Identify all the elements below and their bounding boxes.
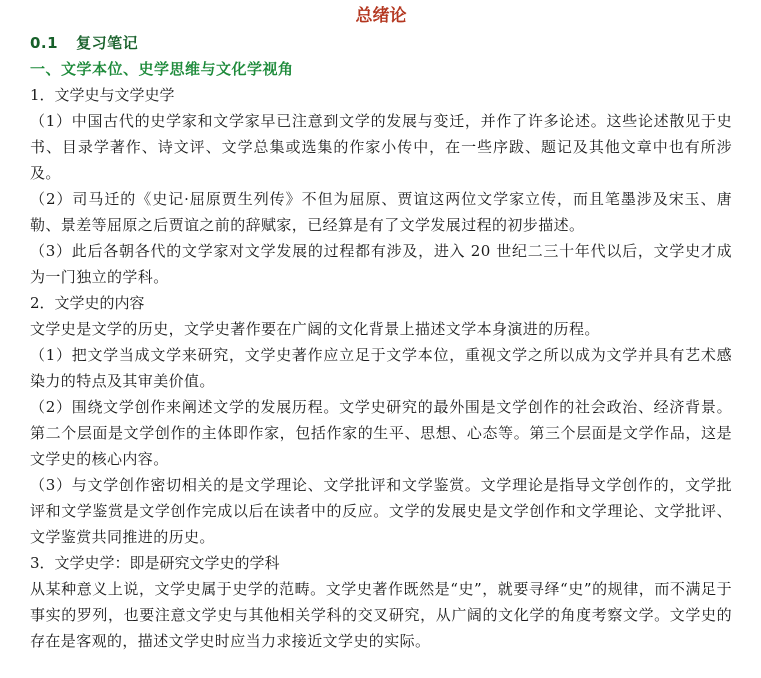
paragraph: （3）与文学创作密切相关的是文学理论、文学批评和文学鉴赏。文学理论是指导文学创作的，文学批评和文学鉴赏是文学创作完成以后在读者中的反应。文学的发展史是文学创作和文学理论、文学批评、文学鉴赏共同推进的历史。 xyxy=(30,476,732,546)
paragraph: （2）围绕文学创作来阐述文学的发展历程。文学史研究的最外围是文学创作的社会政治、经济背景。第二个层面是文学创作的主体即作家，包括作家的生平、思想、心态等。第三个层面是文学作品，这是文学史的核心内容。 xyxy=(30,398,732,468)
item-literary-history-content xyxy=(30,290,732,550)
item-heading: 1．文学史与文学史学 xyxy=(30,86,175,104)
section-title: 复习笔记 xyxy=(76,34,139,52)
section-number: 0.1 xyxy=(30,34,59,52)
document-page xyxy=(30,4,732,654)
paragraph: （2）司马迁的《史记·屈原贾生列传》不但为屈原、贾谊这两位文学家立传，而且笔墨涉及宋玉、唐勒、景差等屈原之后贾谊之前的辞赋家，已经算是有了文学发展过程的初步描述。 xyxy=(30,190,732,234)
subsection-heading: 一、文学本位、史学思维与文化学视角 xyxy=(30,60,294,78)
paragraph: （1）把文学当成文学来研究，文学史著作应立足于文学本位，重视文学之所以成为文学并具有艺术感染力的特点及其审美价值。 xyxy=(30,346,732,390)
item-heading: 2．文学史的内容 xyxy=(30,294,145,312)
item-heading: 3．文学史学：即是研究文学史的学科 xyxy=(30,554,280,572)
document-title: 总绪论 xyxy=(355,6,407,26)
section-heading xyxy=(30,30,732,56)
item-literary-history xyxy=(30,82,732,290)
paragraph: 从某种意义上说，文学史属于史学的范畴。文学史著作既然是“史”，就要寻绎“史”的规律，而不满足于事实的罗列，也要注意文学史与其他相关学科的交叉研究，从广阔的文化学的角度考察文学。文学史的存在是客观的，描述文学史时应当力求接近文学史的实际。 xyxy=(30,580,732,650)
paragraph: 文学史是文学的历史，文学史著作要在广阔的文化背景上描述文学本身演进的历程。 xyxy=(30,320,600,338)
paragraph: （3）此后各朝各代的文学家对文学发展的过程都有涉及，进入 20 世纪二三十年代以后，文学史才成为一门独立的学科。 xyxy=(30,242,732,286)
paragraph: （1）中国古代的史学家和文学家早已注意到文学的发展与变迁，并作了许多论述。这些论述散见于史书、目录学著作、诗文评、文学总集或选集的作家小传中，在一些序跋、题记及其他文章中也有所涉及。 xyxy=(30,112,732,182)
item-historiography xyxy=(30,550,732,654)
